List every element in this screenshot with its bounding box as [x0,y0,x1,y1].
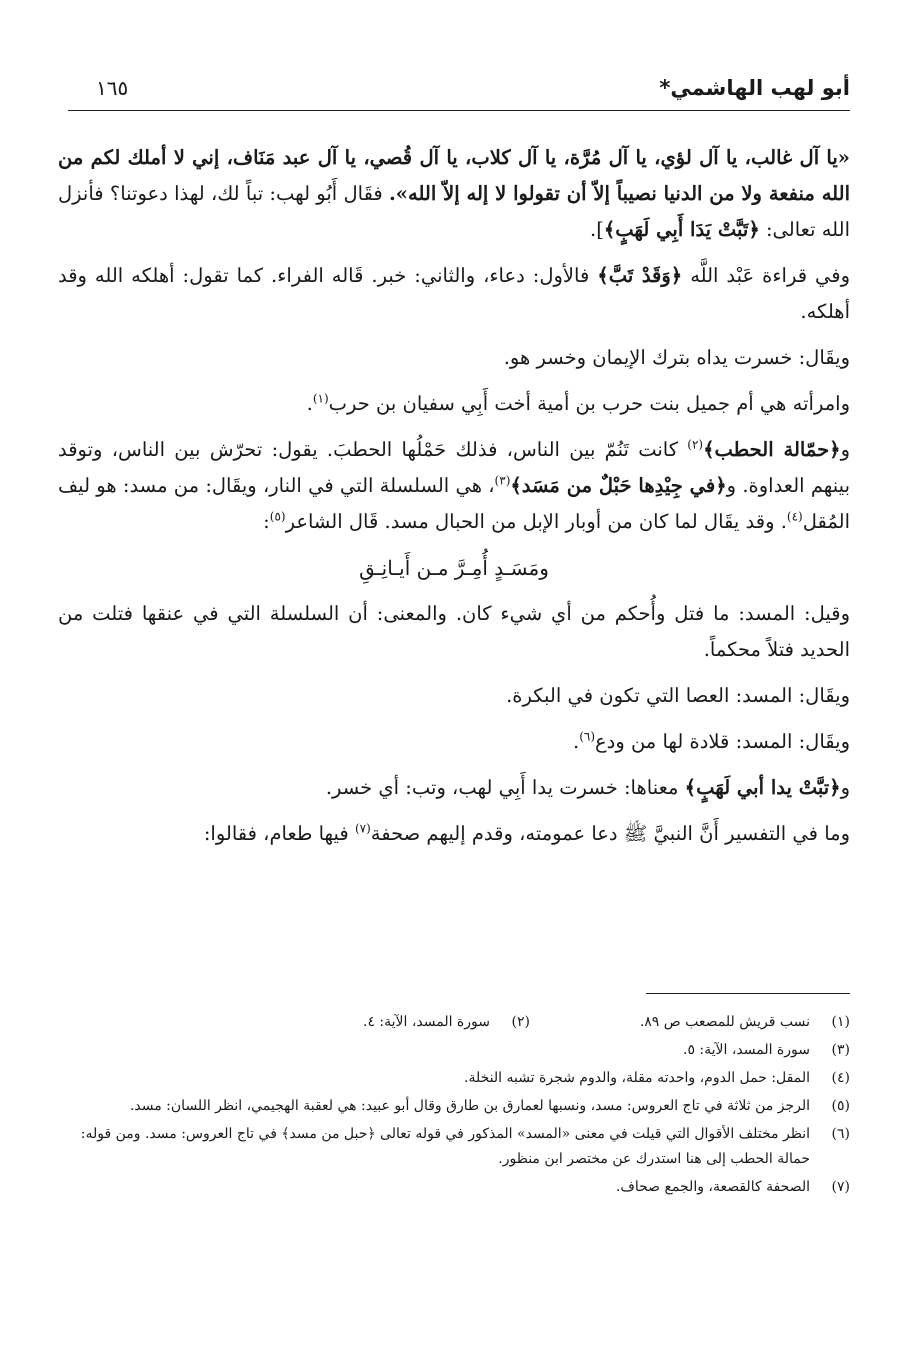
footnote-ref[interactable]: (٥) [269,509,286,524]
footnotes [58,1010,850,1203]
footnote-text: سورة المسد، الآية: ٥. [683,1042,810,1058]
running-title: أبو لهب الهاشمي* [659,76,850,100]
footnote-text: انظر مختلف الأقوال التي قيلت في معنى «المسد» المذكور في قوله تعالى ﴿حبل من مسد﴾ في تاج العروس: مسد. ومن قوله: حمالة الحطب إلى هنا استدرك عن مختصر ابن منظور. [80,1126,810,1167]
quote-bold: «يا آل غالب، يا آل لؤي، يا آل مُرَّة، يا آل كلاب، يا آل قُصي، يا آل عبد مَنَاف، إني لا أملك لكم من الله منفعة ولا من الدنيا نصيباً إلاّ أن تقولوا لا إله إلاّ الله». [58,146,850,205]
text: معناها: خسرت يدا أَبِي لهب، وتب: أي خسر. [325,776,685,799]
text: فقَال أَبُو لهب: تباً لك، لهذا دعوتنا؟ فأنزل الله تعالى: [58,182,850,241]
footnote-number: (٥) [831,1098,850,1114]
footnote-4 [58,1066,850,1091]
footnote-ref[interactable]: (٤) [786,509,803,524]
footnote-7 [58,1175,850,1200]
text: فالأول: دعاء، والثاني: خبر. قَاله الفراء. كما تقول: أهلكه الله وقد أهلكه. [58,264,850,323]
footnote-1 [530,1010,850,1035]
poetry-verse: ومَسَـدٍ أُمِـرَّ مـن أَيـانِـقِ [359,556,549,580]
paragraph [58,770,850,806]
paragraph [58,724,850,760]
text: ، هي السلسلة التي في النار، ويقَال: من مسد: هو ليف المُقل [58,474,850,533]
footnote-number: (٣) [831,1042,850,1058]
quran-verse: ﴿تَبَّتْ يَدَا أَبِي لَهَبٍ﴾ [603,218,760,241]
footnote-ref[interactable]: (١) [312,391,329,406]
footnote-number: (٤) [831,1070,850,1086]
footnote-5 [58,1094,850,1119]
footnote-text: نسب قريش للمصعب ص ٨٩. [639,1014,810,1030]
quran-verse: ﴿تبَّتْ يدا أبي لَهَبٍ﴾ [684,776,841,799]
text: فيها طعام، فقالوا: [203,822,355,845]
text: : [263,510,270,533]
footnote-text: الصحفة كالقصعة، والجمع صحاف. [615,1179,810,1195]
footnote-divider [646,993,850,994]
page-number: ١٦٥ [96,76,129,100]
text: وامرأته هي أم جميل بنت حرب بن أمية أخت أَبِي سفيان بن حرب [328,392,850,415]
footnote-ref[interactable]: (٦) [579,729,596,744]
footnote-ref[interactable]: (٧) [354,821,371,836]
footnote-number: (٦) [831,1126,850,1142]
page-header [68,70,850,111]
text: و [840,438,850,461]
footnote-2 [210,1010,530,1035]
paragraph [58,816,850,852]
footnote-row [58,1010,850,1035]
paragraph: ويقَال: خسرت يداه بترك الإيمان وخسر هو. [503,346,850,369]
paragraph [58,386,850,422]
text: . وقد يقَال لما كان من أوبار الإبل من الحبال مسد. قَال الشاعر [285,510,787,533]
text: وفي قراءة عَبْد اللَّه [682,264,850,287]
text: . [573,730,580,753]
text: كانت تَنُمّ بين الناس، فذلك حَمْلُها الحطبَ. يقول: تحرّش بين الناس، وتوقد بينهم العداوة. و [58,438,850,497]
paragraph [58,432,850,540]
footnote-text: سورة المسد، الآية: ٤. [363,1014,490,1030]
paragraph [58,258,850,330]
footnote-number: (٧) [831,1179,850,1195]
footnote-6 [58,1122,850,1172]
text: . [306,392,313,415]
paragraph: وقيل: المسد: ما فتل وأُحكم من أي شيء كان. والمعنى: أن السلسلة التي في عنقها فتلت من الحديد فتلاً محكماً. [58,602,850,661]
footnote-ref[interactable]: (٣) [494,473,511,488]
text: ويقَال: المسد: قلادة لها من ودع [595,730,850,753]
footnote-3 [58,1038,850,1063]
quran-verse: ﴿وَقَدْ تَبَّ﴾ [597,264,683,287]
footnote-ref[interactable]: (٢) [687,437,704,452]
text: و [840,776,850,799]
footnote-text: الرجز من ثلاثة في تاج العروس: مسد، ونسبها لعمارق بن طارق وقال أبو عبيد: هي لعقبة الهجيمي، انظر اللسان: مسد. [129,1098,810,1114]
footnote-number: (٢) [511,1014,530,1030]
footnote-number: (١) [831,1014,850,1030]
text: وما في التفسير أَنَّ النبيَّ ﷺ دعا عمومته، وقدم إليهم صحفة [370,822,850,845]
footnote-text: المقل: حمل الدوم، واحدته مقلة، والدوم شجرة تشبه النخلة. [464,1070,810,1086]
paragraph: ويقَال: المسد: العصا التي تكون في البكرة. [506,684,850,707]
quran-verse: ﴿حمّالة الحطب﴾ [703,438,841,461]
text: ]. [590,218,604,241]
paragraph [58,140,850,248]
quran-verse: ﴿في جِيْدِها حَبْلٌ من مَسَد﴾ [510,474,727,497]
main-text [58,140,850,862]
